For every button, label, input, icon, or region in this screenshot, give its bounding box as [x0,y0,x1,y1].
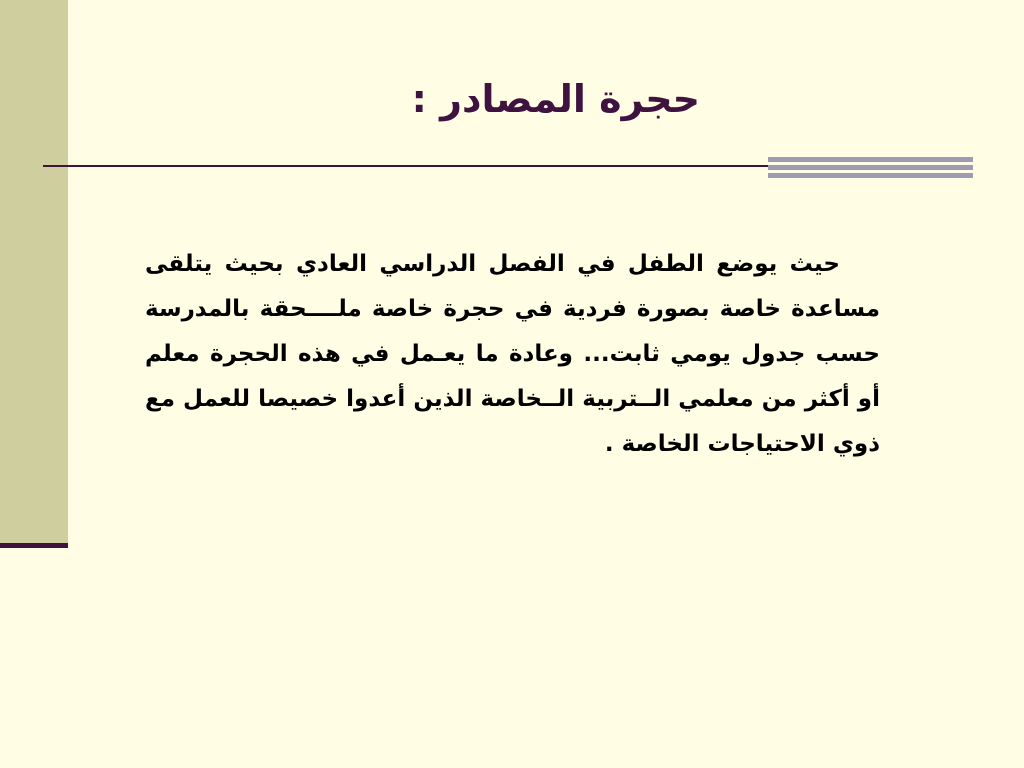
slide-title: حجرة المصادر : [411,77,700,121]
left-decorative-bar [0,0,68,546]
slide-body-text: حيث يوضع الطفل في الفصل الدراسي العادي بحيث يتلقى مساعدة خاصة بصورة فردية في حجرة خاصة ملــــحقة بالمدرسة حسب جدول يومي ثابت... وعادة ما يعـمل في هذه الحجرة معلم أو أكثر من معلمي الــتربية الــخاصة الذين أعدوا خصيصا للعمل مع ذوي الاحتياجات الخاصة . [145,251,880,457]
title-underline-accent [768,157,973,179]
left-bar-bottom-rule [0,543,68,548]
